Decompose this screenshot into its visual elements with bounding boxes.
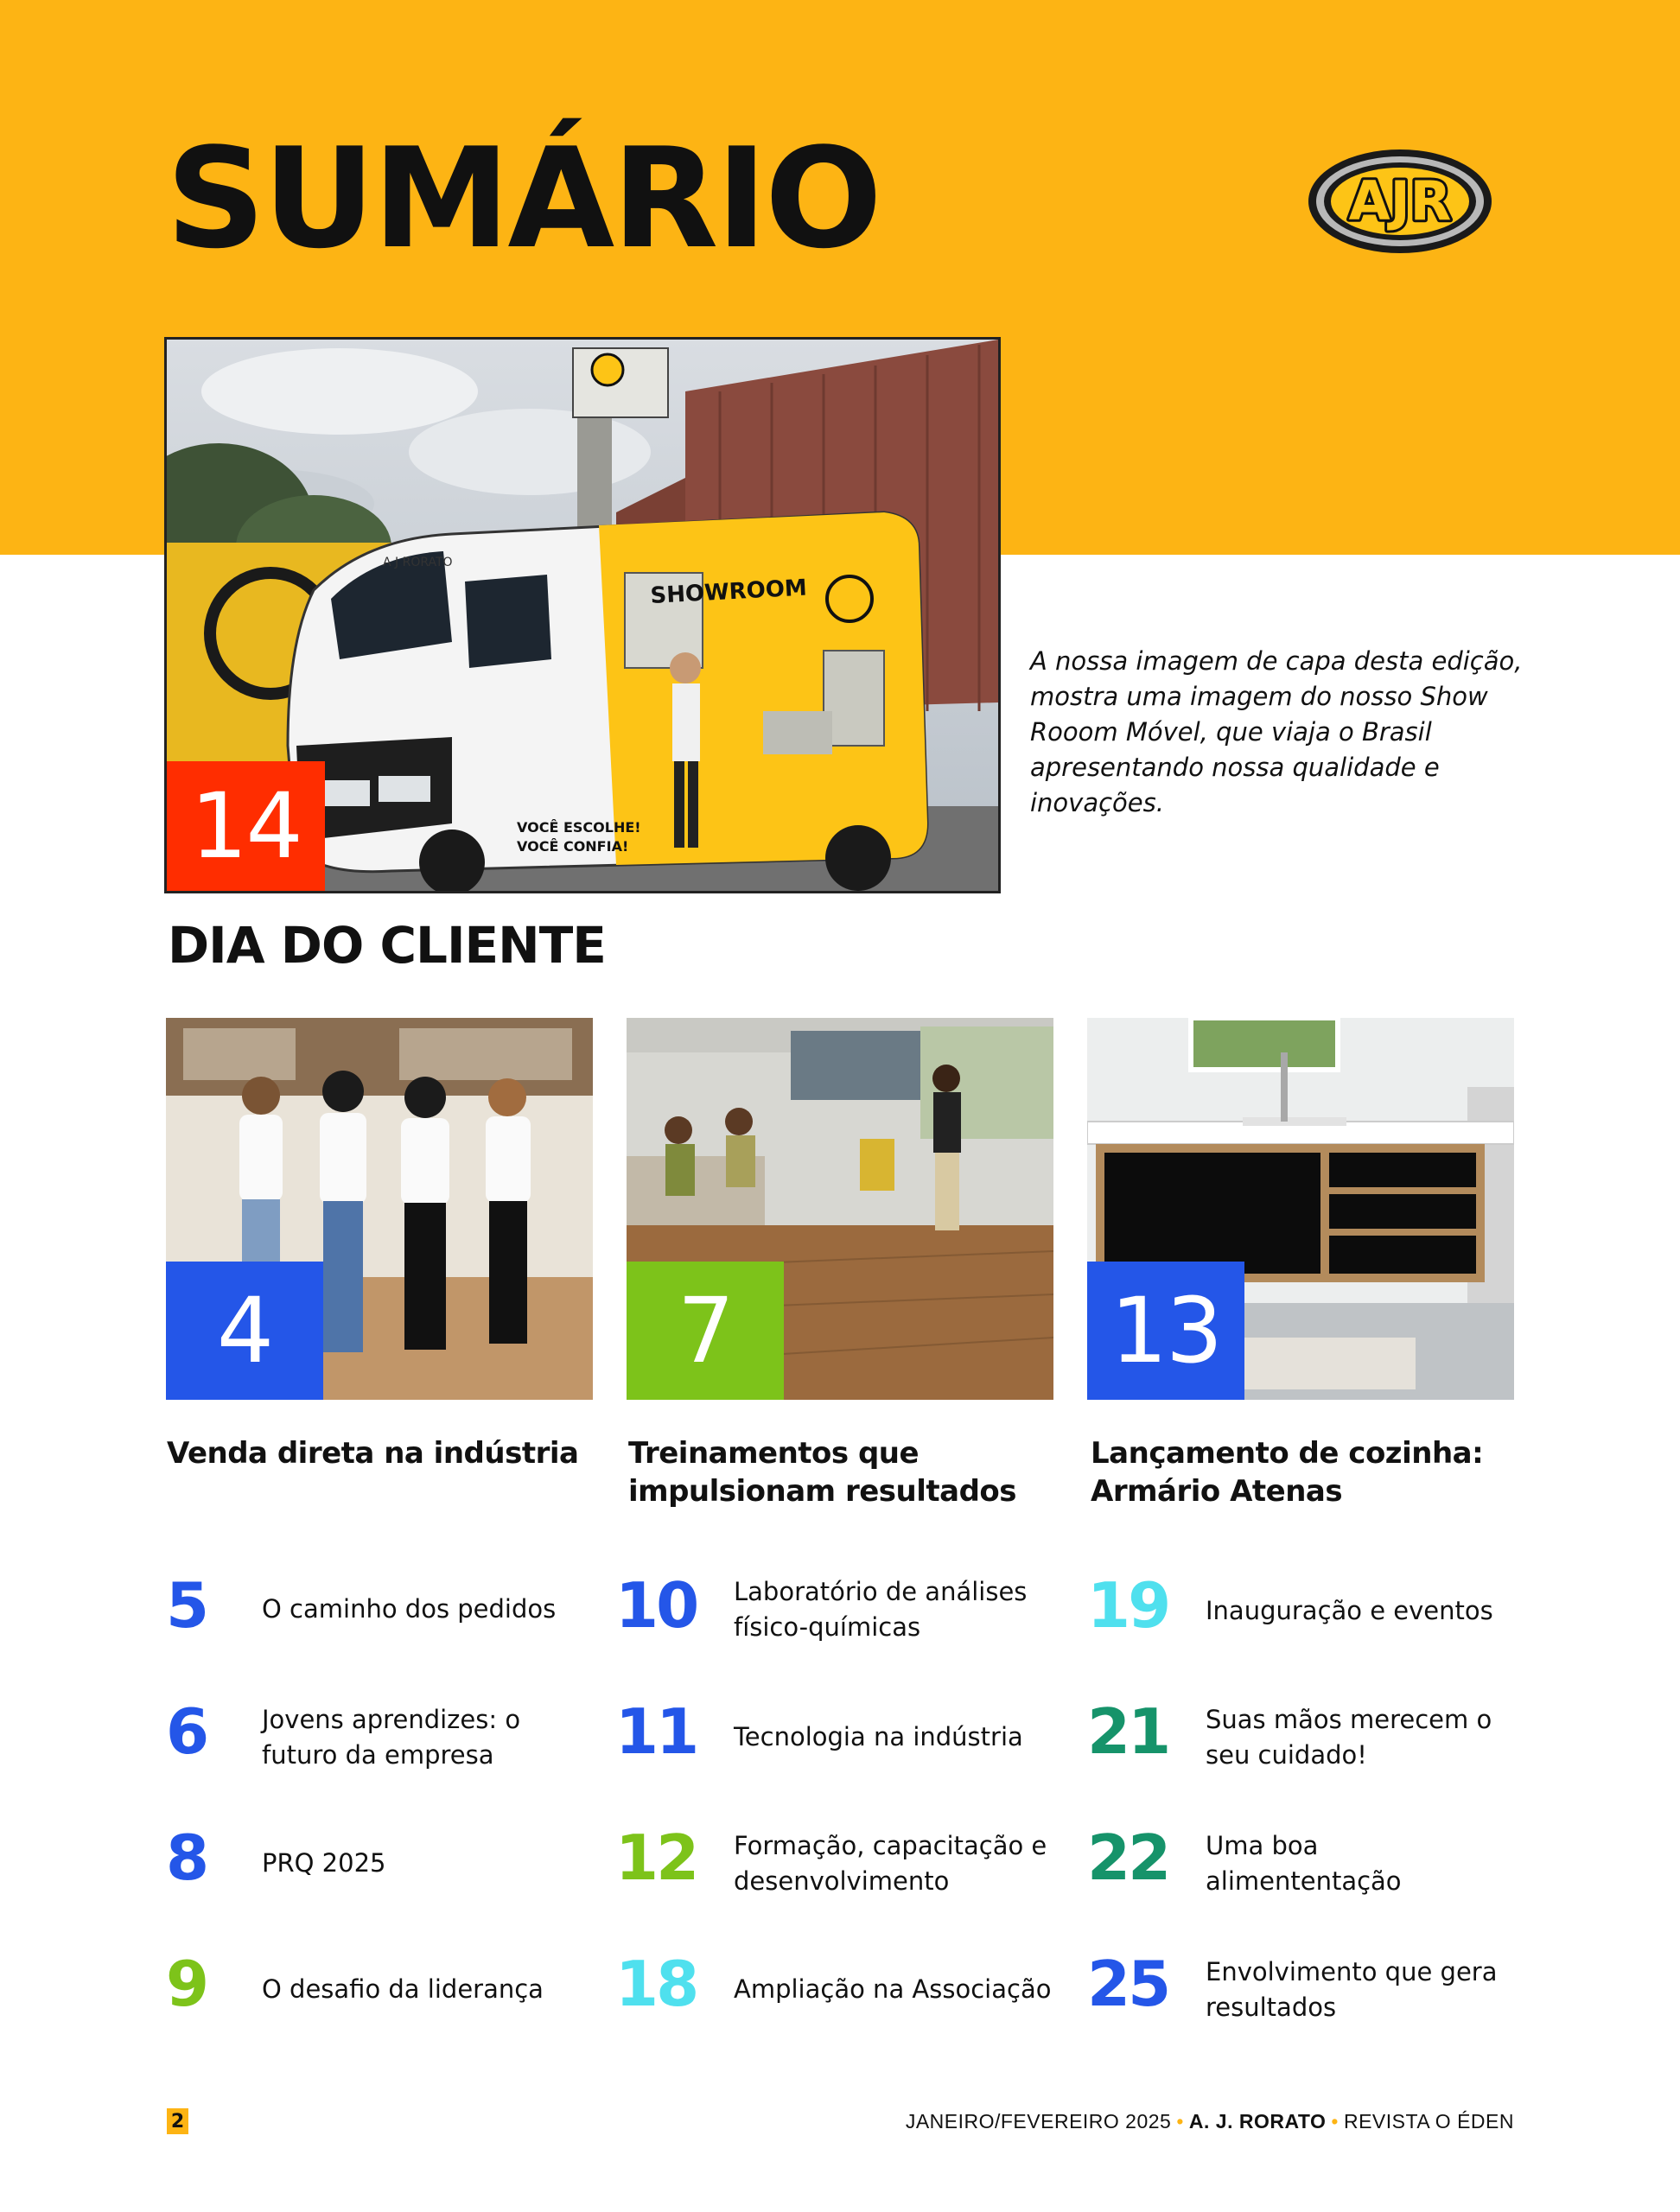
toc-entry[interactable] xyxy=(615,1948,697,2020)
footer-date: JANEIRO/FEVEREIRO 2025 xyxy=(905,2110,1172,2133)
section-title: DIA DO CLIENTE xyxy=(168,916,606,975)
toc-page-number[interactable]: 10 xyxy=(615,1569,697,1642)
toc-label[interactable]: O caminho dos pedidos xyxy=(262,1594,557,1624)
card-venda-direta[interactable] xyxy=(166,1018,593,1400)
toc-page-number[interactable]: 12 xyxy=(615,1821,697,1894)
toc-page-number[interactable]: 25 xyxy=(1087,1948,1169,2020)
cover-page-number[interactable]: 14 xyxy=(167,761,325,891)
toc-label[interactable]: Inauguração e eventos xyxy=(1206,1596,1493,1625)
card-treinamentos[interactable] xyxy=(627,1018,1053,1400)
card-page-number[interactable]: 7 xyxy=(627,1262,784,1400)
toc-entry[interactable] xyxy=(615,1695,697,1768)
svg-text:VOCÊ ESCOLHE!: VOCÊ ESCOLHE! xyxy=(517,819,641,836)
card-lancamento-cozinha[interactable] xyxy=(1087,1018,1514,1400)
toc-label[interactable]: PRQ 2025 xyxy=(262,1848,386,1878)
card-title[interactable]: Lançamento de cozinha: Armário Atenas xyxy=(1091,1436,1484,1509)
toc-page-number[interactable]: 22 xyxy=(1087,1821,1169,1894)
toc-page-number[interactable]: 19 xyxy=(1087,1569,1169,1642)
toc-entry[interactable] xyxy=(166,1948,207,2020)
page-title: SUMÁRIO xyxy=(166,118,880,279)
toc-page-number[interactable]: 8 xyxy=(166,1821,207,1894)
toc-entry[interactable] xyxy=(166,1821,207,1894)
toc-page-number[interactable]: 9 xyxy=(166,1948,207,2020)
cover-caption: A nossa imagem de capa desta edição, mostra uma imagem do nosso Show Rooom Móvel, que viaja o Brasil apresentando nossa qualidade e inovações. xyxy=(1030,646,1523,817)
cover-photo[interactable] xyxy=(164,337,1001,893)
toc-label[interactable]: O desafio da liderança xyxy=(262,1974,544,2004)
svg-text:A J RORATO: A J RORATO xyxy=(383,556,453,569)
toc-page-number[interactable]: 21 xyxy=(1087,1695,1169,1768)
footer-page-number: 2 xyxy=(167,2108,188,2134)
card-page-number[interactable]: 13 xyxy=(1087,1262,1244,1400)
toc-entry[interactable] xyxy=(615,1569,697,1642)
toc-label[interactable]: Formação, capacitação e desenvolvimento xyxy=(734,1831,1047,1896)
footer-magazine: REVISTA O ÉDEN xyxy=(1343,2110,1514,2133)
svg-text:AJR: AJR xyxy=(1348,169,1452,232)
toc-entry[interactable] xyxy=(615,1821,697,1894)
toc-page-number[interactable]: 11 xyxy=(615,1695,697,1768)
toc-entry[interactable] xyxy=(1087,1948,1169,2020)
toc-label[interactable]: Ampliação na Associação xyxy=(734,1974,1052,2004)
toc-label[interactable]: Laboratório de análises físico-químicas xyxy=(734,1577,1028,1642)
toc-entry[interactable] xyxy=(166,1569,207,1642)
toc-page-number[interactable]: 18 xyxy=(615,1948,697,2020)
toc-label[interactable]: Jovens aprendizes: o futuro da empresa xyxy=(262,1705,521,1770)
card-title[interactable]: Treinamentos que impulsionam resultados xyxy=(628,1436,1016,1509)
toc-entry[interactable] xyxy=(1087,1821,1169,1894)
toc-label[interactable]: Envolvimento que gera resultados xyxy=(1206,1957,1498,2022)
toc-page-number[interactable]: 5 xyxy=(166,1569,207,1642)
svg-text:VOCÊ CONFIA!: VOCÊ CONFIA! xyxy=(517,838,629,855)
toc-label[interactable]: Uma boa alimententação xyxy=(1206,1831,1402,1896)
svg-text:SHOWROOM: SHOWROOM xyxy=(649,575,808,609)
footer-company: A. J. RORATO xyxy=(1188,2110,1327,2133)
toc-label[interactable]: Tecnologia na indústria xyxy=(734,1722,1023,1751)
footer-info: JANEIRO/FEVEREIRO 2025 • A. J. RORATO • REVISTA O ÉDEN xyxy=(905,2110,1514,2133)
company-logo xyxy=(1305,145,1495,257)
toc-entry[interactable] xyxy=(166,1695,207,1768)
toc-entry[interactable] xyxy=(1087,1569,1169,1642)
card-page-number[interactable]: 4 xyxy=(166,1262,323,1400)
toc-label[interactable]: Suas mãos merecem o seu cuidado! xyxy=(1206,1705,1492,1770)
toc-page-number[interactable]: 6 xyxy=(166,1695,207,1768)
toc-entry[interactable] xyxy=(1087,1695,1169,1768)
card-title[interactable]: Venda direta na indústria xyxy=(167,1436,579,1471)
